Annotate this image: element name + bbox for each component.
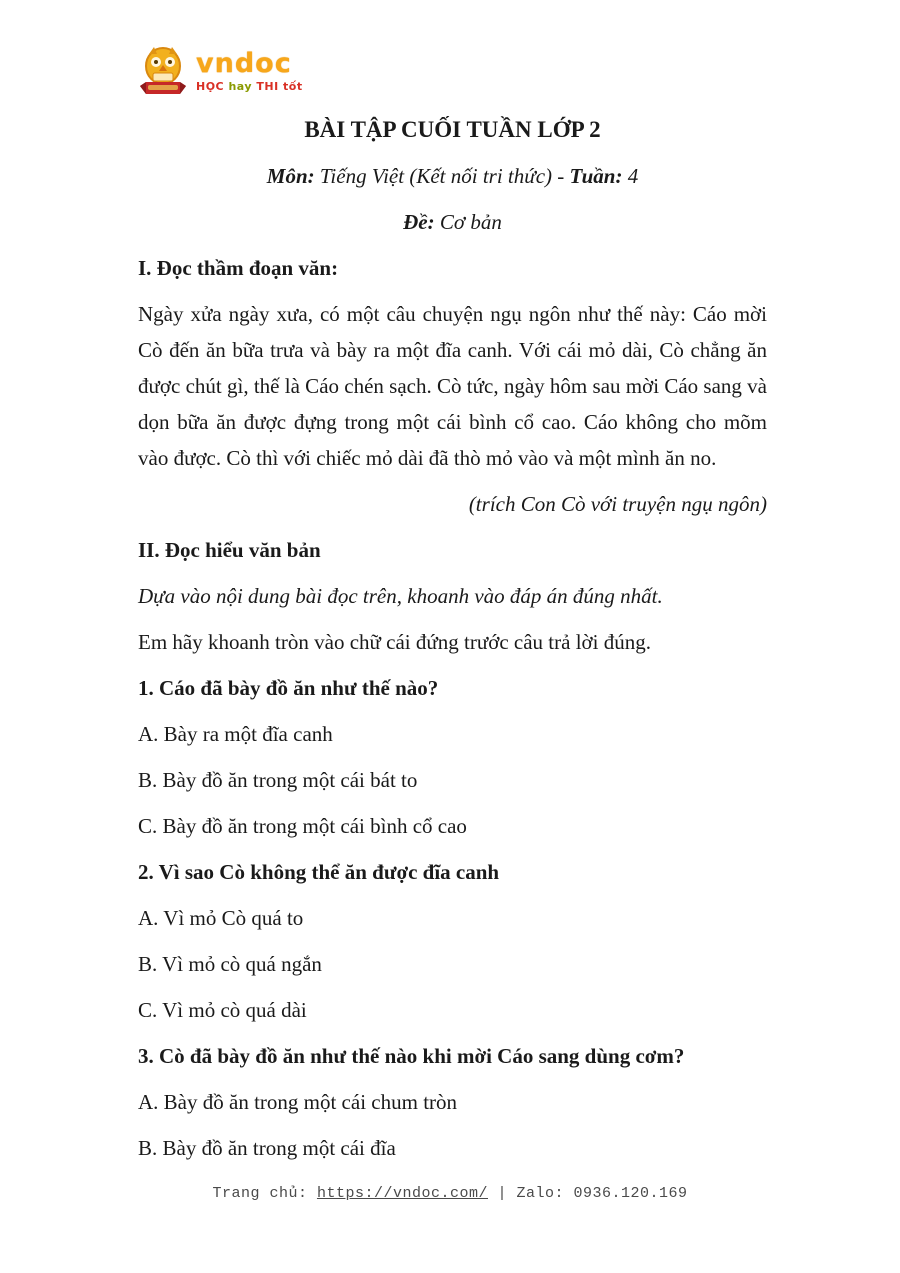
- question-1-option-c: C. Bày đồ ăn trong một cái bình cổ cao: [138, 814, 467, 838]
- question-2: 2. Vì sao Cò không thể ăn được đĩa canh: [138, 860, 500, 884]
- question-2-option-b: B. Vì mỏ cò quá ngắn: [138, 952, 322, 976]
- tagline-hay: hay: [228, 80, 257, 93]
- week-label: Tuần:: [569, 164, 628, 188]
- instruction-italic: Dựa vào nội dung bài đọc trên, khoanh vào đáp án đúng nhất.: [138, 584, 663, 608]
- zalo-contact: Zalo: 0936.120.169: [516, 1185, 688, 1202]
- passage-citation: (trích Con Cò với truyện ngụ ngôn): [468, 492, 767, 516]
- section2-heading: II. Đọc hiểu văn bản: [138, 538, 321, 562]
- brand-name: vndoc: [196, 48, 292, 79]
- question-2-option-c: C. Vì mỏ cò quá dài: [138, 998, 307, 1022]
- week-value: 4: [627, 164, 639, 188]
- subject-value: Tiếng Việt (Kết nối tri thức) -: [319, 164, 570, 188]
- document-content: [138, 0, 767, 1176]
- level-label: Đề:: [403, 210, 440, 234]
- footer-separator: |: [488, 1185, 517, 1202]
- level-line: [138, 204, 767, 240]
- reading-passage: Ngày xửa ngày xưa, có một câu chuyện ngụ ngôn như thế này: Cáo mời Cò đến ăn bữa trưa và bày ra một đĩa canh. Với cái mỏ dài, Cò chẳng ăn được chút gì, thế là Cáo chén sạch. Cò tức, ngày hôm sau mời Cáo sang và dọn bữa ăn được đựng trong một cái bình cổ cao. Cáo không cho mõm vào được. Cò thì với chiếc mỏ dài đã thò mỏ vào và một mình ăn no.: [138, 302, 767, 470]
- tagline-thi-tot: THI tốt: [256, 80, 303, 93]
- instruction: Em hãy khoanh tròn vào chữ cái đứng trước câu trả lời đúng.: [138, 630, 651, 654]
- level-value: Cơ bản: [439, 210, 502, 234]
- page-footer: [0, 1176, 900, 1212]
- question-3: 3. Cò đã bày đồ ăn như thế nào khi mời Cáo sang dùng cơm?: [138, 1044, 685, 1068]
- home-label: Trang chủ:: [212, 1185, 317, 1202]
- section1-heading: I. Đọc thầm đoạn văn:: [138, 256, 339, 280]
- document-title: BÀI TẬP CUỐI TUẦN LỚP 2: [304, 117, 601, 142]
- question-3-option-b: B. Bày đồ ăn trong một cái đĩa: [138, 1136, 396, 1160]
- question-3-option-a: A. Bày đồ ăn trong một cái chum tròn: [138, 1090, 458, 1114]
- home-link[interactable]: https://vndoc.com/: [316, 1185, 488, 1202]
- subject-label: Môn:: [266, 164, 320, 188]
- question-1-option-b: B. Bày đồ ăn trong một cái bát to: [138, 768, 418, 792]
- question-1: 1. Cáo đã bày đồ ăn như thế nào?: [138, 676, 439, 700]
- question-1-option-a: A. Bày ra một đĩa canh: [138, 722, 333, 746]
- tagline-hoc: HỌC: [196, 80, 229, 93]
- subject-week-line: [138, 158, 767, 194]
- question-2-option-a: A. Vì mỏ Cò quá to: [138, 906, 304, 930]
